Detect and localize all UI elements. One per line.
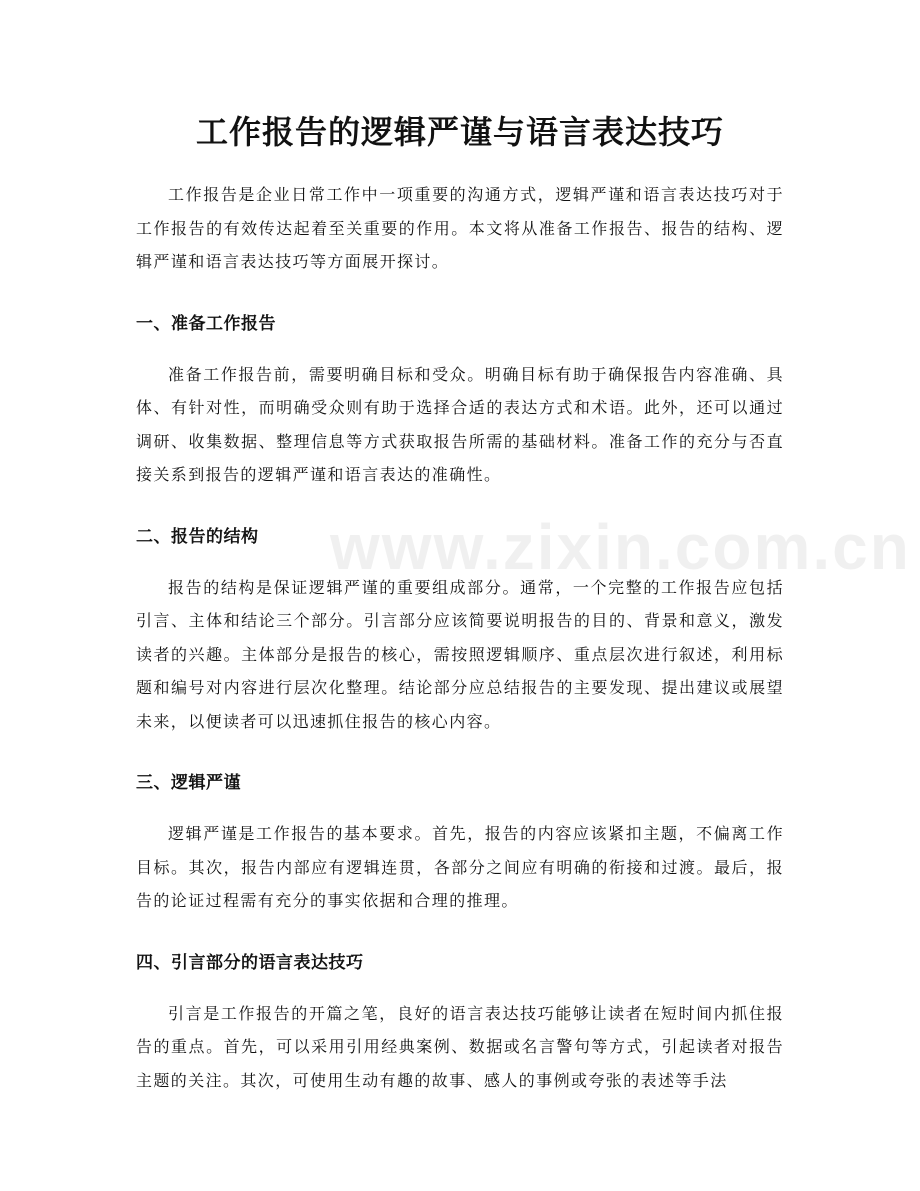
section-heading: 一、准备工作报告 (136, 313, 276, 334)
watermark: www.zixin.com.cn (330, 511, 911, 583)
section-heading: 四、引言部分的语言表达技巧 (136, 952, 364, 973)
section-paragraph: 引言是工作报告的开篇之笔，良好的语言表达技巧能够让读者在短时间内抓住报告的重点。首先，可以采用引用经典案例、数据或名言警句等方式，引起读者对报告主题的关注。其次，可使用生动有趣的故事、感人的事例或夸张的表述等手法 (136, 1003, 784, 1090)
document-body (136, 178, 911, 1097)
section-heading: 二、报告的结构 (136, 526, 259, 547)
document-title: 工作报告的逻辑严谨与语言表达技巧 (195, 113, 724, 151)
section-paragraph: 报告的结构是保证逻辑严谨的重要组成部分。通常，一个完整的工作报告应包括引言、主体和结论三个部分。引言部分应该简要说明报告的目的、背景和意义，激发读者的兴趣。主体部分是报告的核心，需按照逻辑顺序、重点层次进行叙述，利用标题和编号对内容进行层次化整理。结论部分应总结报告的主要发现、提出建议或展望未来，以便读者可以迅速抓住报告的核心内容。 (136, 577, 784, 731)
section-paragraph: 逻辑严谨是工作报告的基本要求。首先，报告的内容应该紧扣主题，不偏离工作目标。其次，报告内部应有逻辑连贯，各部分之间应有明确的衔接和过渡。最后，报告的论证过程需有充分的事实依据和合理的推理。 (136, 824, 784, 910)
section-heading: 三、逻辑严谨 (136, 773, 241, 793)
intro-paragraph: 工作报告是企业日常工作中一项重要的沟通方式，逻辑严谨和语言表达技巧对于工作报告的有效传达起着至关重要的作用。本文将从准备工作报告、报告的结构、逻辑严谨和语言表达技巧等方面展开探讨。 (136, 185, 784, 271)
section-paragraph: 准备工作报告前，需要明确目标和受众。明确目标有助于确保报告内容准确、具体、有针对性，而明确受众则有助于选择合适的表达方式和术语。此外，还可以通过调研、收集数据、整理信息等方式获取报告所需的基础材料。准备工作的充分与否直接关系到报告的逻辑严谨和语言表达的准确性。 (136, 364, 784, 484)
